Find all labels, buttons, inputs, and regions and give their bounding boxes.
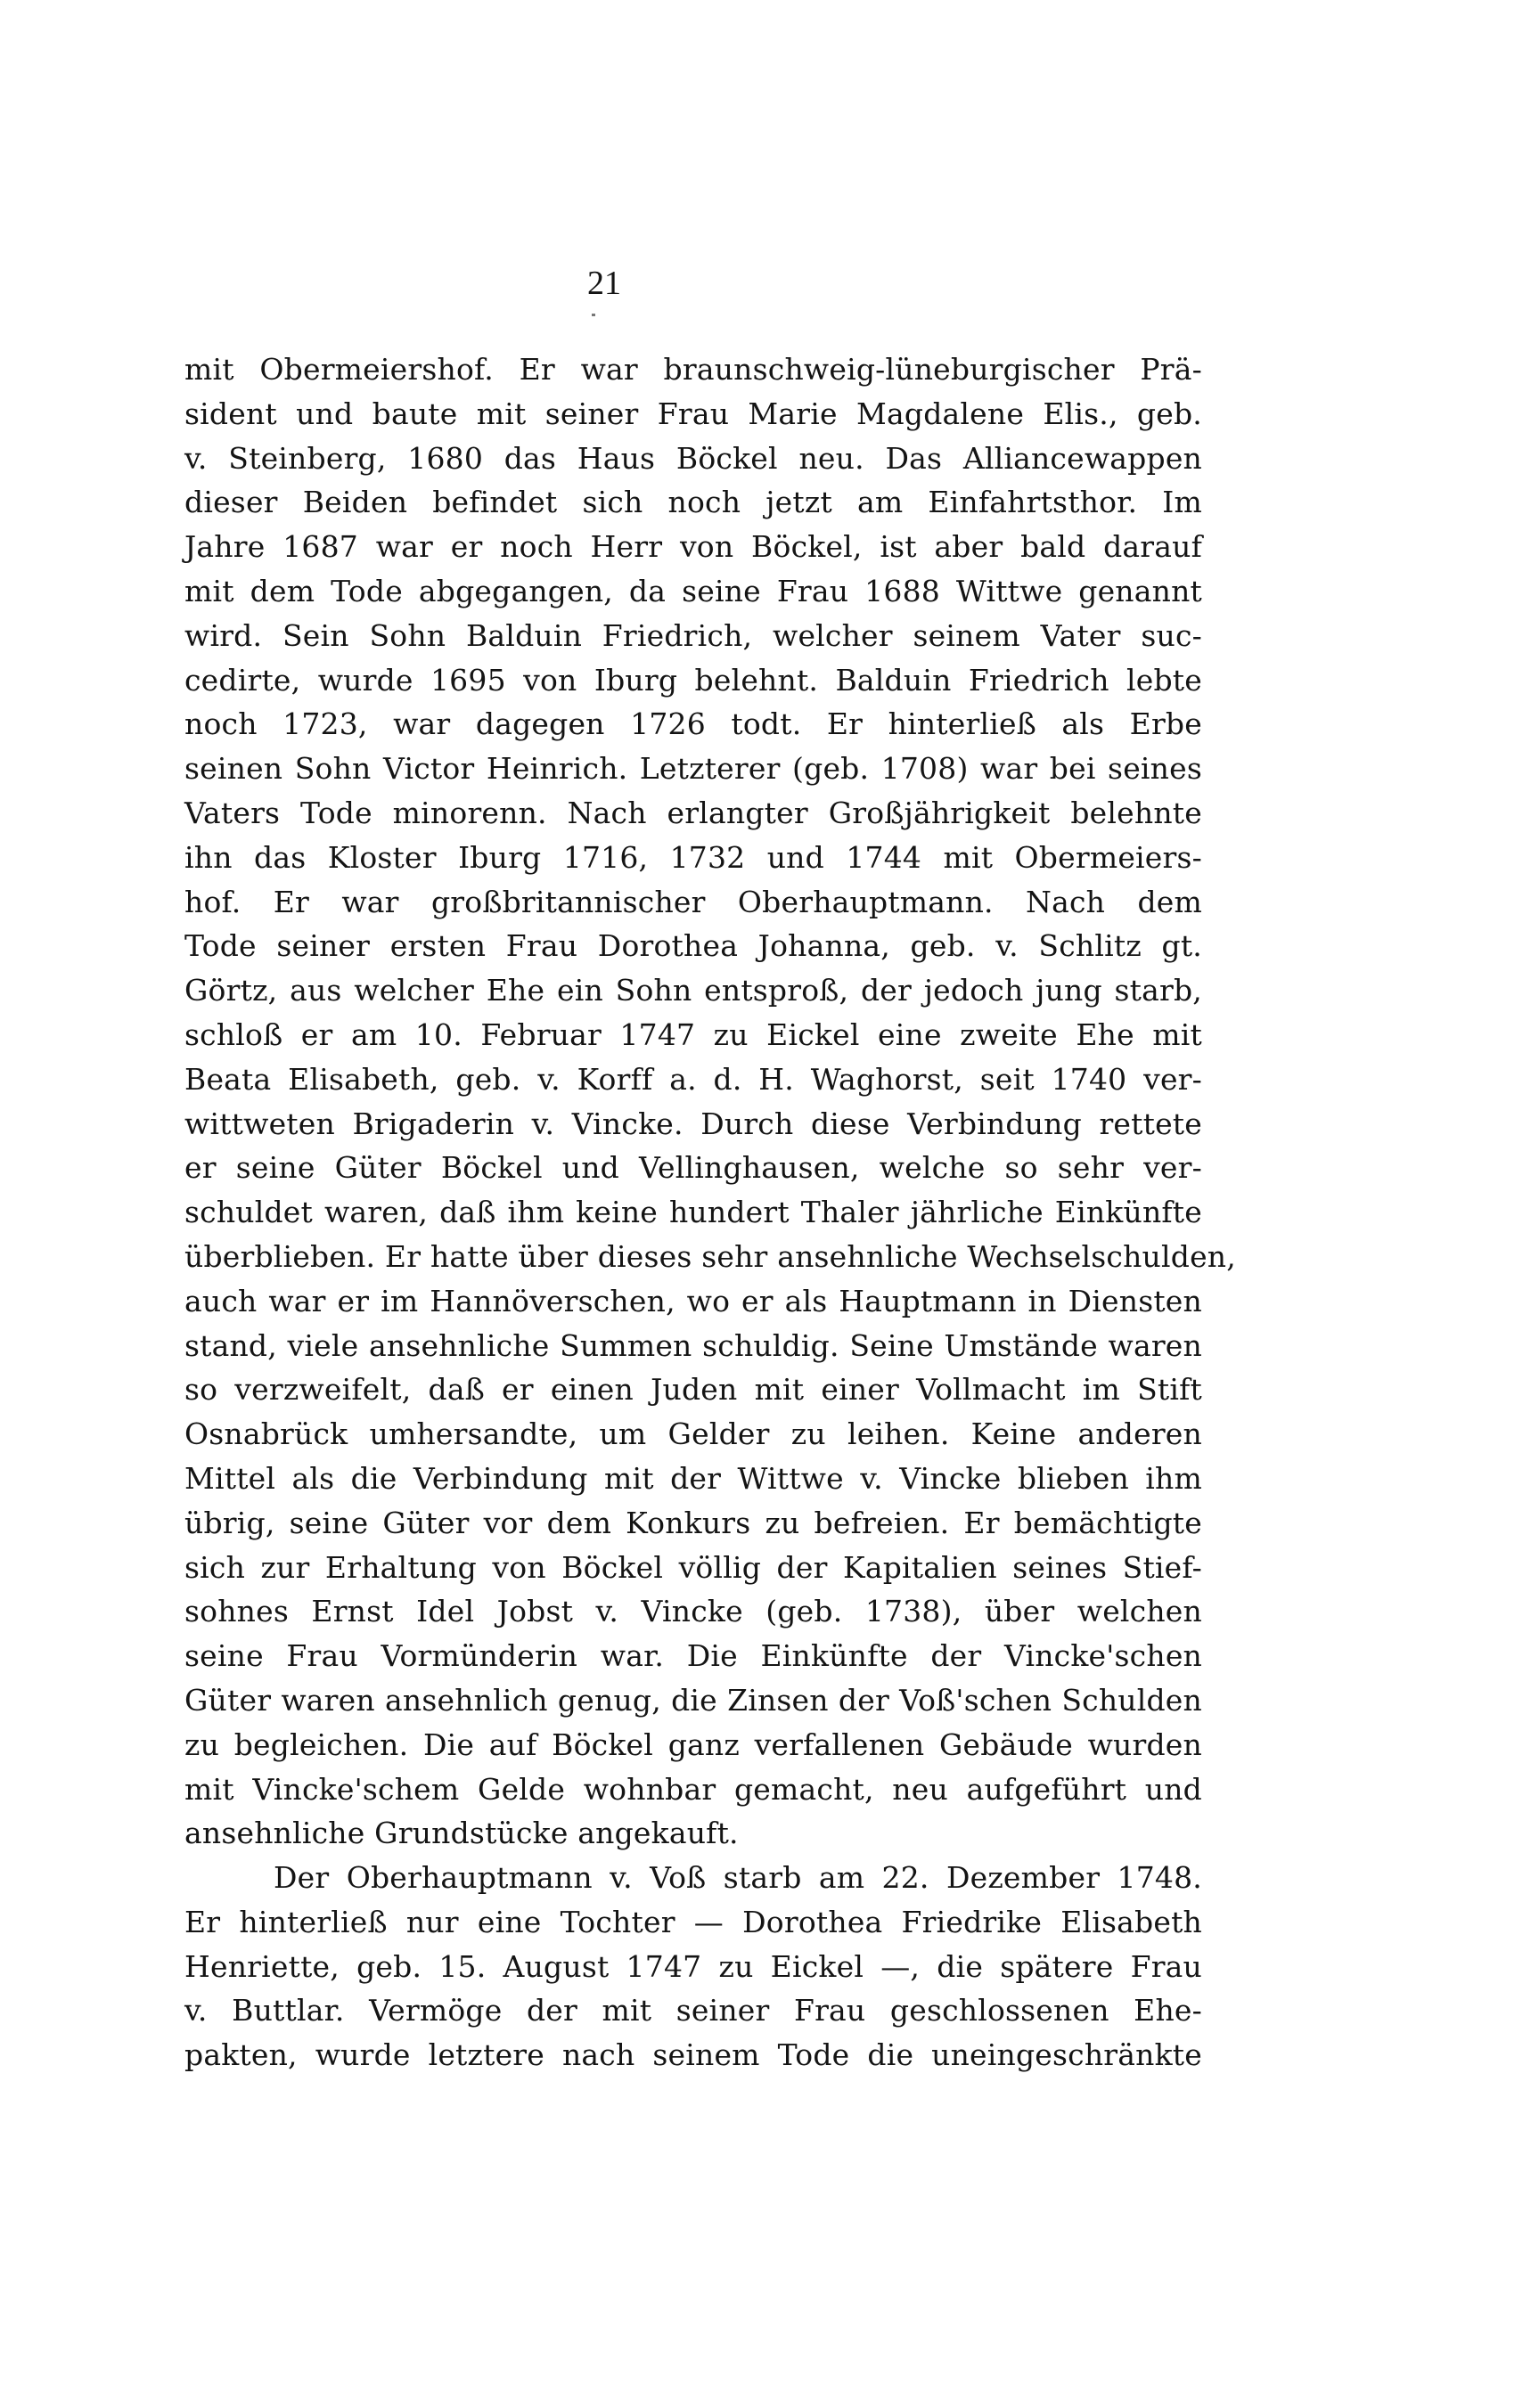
text-line: noch 1723, war dagegen 1726 todt. Er hinterließ als Erbe [184,706,1202,742]
text-line: dieser Beiden befindet sich noch jetzt am Einfahrtsthor. Im [184,485,1202,520]
text-line: übrig, seine Güter vor dem Konkurs zu befreien. Er bemächtigte [184,1505,1202,1540]
text-line: wird. Sein Sohn Balduin Friedrich, welcher seinem Vater suc- [184,617,1202,653]
text-line: überblieben. Er hatte über dieses sehr ansehnliche Wechselschulden, [184,1238,1236,1274]
page-number: 21 [587,265,621,302]
text-line: er seine Güter Böckel und Vellinghausen, welche so sehr ver- [184,1150,1202,1186]
text-line: cedirte, wurde 1695 von Iburg belehnt. Balduin Friedrich lebte [184,662,1202,698]
text-line: ihn das Kloster Iburg 1716, 1732 und 1744 mit Obermeiers- [184,839,1202,875]
text-line: seinen Sohn Victor Heinrich. Letzterer (geb. 1708) war bei seines [184,751,1202,787]
body-text [184,347,1236,2077]
text-line: Vaters Tode minorenn. Nach erlangter Großjährigkeit belehnte [184,795,1202,830]
text-line: Mittel als die Verbindung mit der Wittwe v. Vincke blieben ihm [184,1460,1202,1496]
text-line: Henriette, geb. 15. August 1747 zu Eickel —, die spätere Frau [184,1948,1202,1984]
text-line: auch war er im Hannöverschen, wo er als Hauptmann in Diensten [184,1283,1202,1318]
text-line: Jahre 1687 war er noch Herr von Böckel, ist aber bald darauf [184,529,1202,565]
page-mark [592,314,595,316]
text-line: Der Oberhauptmann v. Voß starb am 22. Dezember 1748. [274,1860,1202,1896]
text-line: Osnabrück umhersandte, um Gelder zu leihen. Keine anderen [184,1416,1202,1452]
text-line: Beata Elisabeth, geb. v. Korff a. d. H. Waghorst, seit 1740 ver- [184,1061,1202,1097]
text-line: mit Vincke'schem Gelde wohnbar gemacht, neu aufgeführt und [184,1771,1202,1807]
text-line: Güter waren ansehnlich genug, die Zinsen der Voß'schen Schulden [184,1682,1202,1718]
text-line: mit Obermeiershof. Er war braunschweig-lüneburgischer Prä- [184,352,1202,387]
text-line: Görtz, aus welcher Ehe ein Sohn entsproß, der jedoch jung starb, [184,973,1202,1008]
text-line: v. Buttlar. Vermöge der mit seiner Frau geschlossenen Ehe- [184,1993,1202,2028]
text-line: Tode seiner ersten Frau Dorothea Johanna, geb. v. Schlitz gt. [184,928,1202,964]
text-line: Er hinterließ nur eine Tochter — Dorothea Friedrike Elisabeth [184,1904,1202,1939]
text-line: ansehnliche Grundstücke angekauft. [184,1816,739,1851]
text-line: hof. Er war großbritannischer Oberhauptmann. Nach dem [184,884,1202,919]
text-line: sident und baute mit seiner Frau Marie Magdalene Elis., geb. [184,396,1202,431]
text-line: pakten, wurde letztere nach seinem Tode die uneingeschränkte [184,2037,1202,2073]
text-line: stand, viele ansehnliche Summen schuldig. Seine Umstände waren [184,1327,1202,1363]
text-line: v. Steinberg, 1680 das Haus Böckel neu. Das Alliancewappen [184,440,1202,476]
text-line: wittweten Brigaderin v. Vincke. Durch diese Verbindung rettete [184,1106,1202,1141]
text-line: sich zur Erhaltung von Böckel völlig der Kapitalien seines Stief- [184,1549,1202,1585]
text-line: so verzweifelt, daß er einen Juden mit einer Vollmacht im Stift [184,1372,1202,1408]
text-line: zu begleichen. Die auf Böckel ganz verfallenen Gebäude wurden [184,1726,1202,1762]
text-line: mit dem Tode abgegangen, da seine Frau 1688 Wittwe genannt [184,573,1202,608]
text-line: schuldet waren, daß ihm keine hundert Thaler jährliche Einkünfte [184,1195,1202,1230]
text-line: schloß er am 10. Februar 1747 zu Eickel eine zweite Ehe mit [184,1016,1202,1052]
text-line: sohnes Ernst Idel Jobst v. Vincke (geb. 1738), über welchen [184,1594,1202,1629]
text-line: seine Frau Vormünderin war. Die Einkünfte der Vincke'schen [184,1638,1202,1674]
